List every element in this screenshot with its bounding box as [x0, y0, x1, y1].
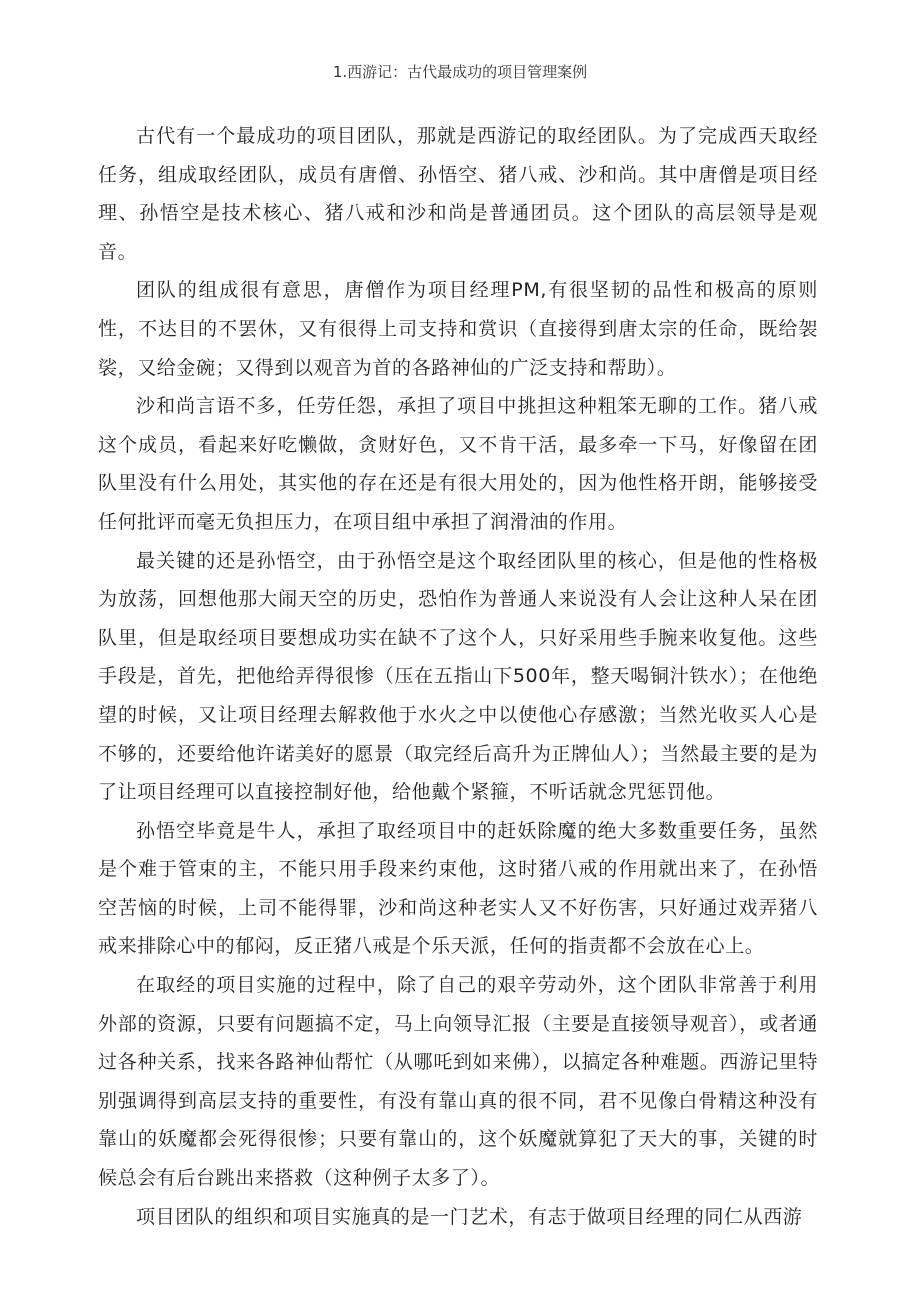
paragraph-3: 沙和尚言语不多，任劳任怨，承担了项目中挑担这种粗笨无聊的工作。猪八戒这个成员，看起来好吃懒做，贪财好色，又不肯干活，最多牵一下马，好像留在团队里没有什么用处，其实他的存在还是有很大用处的，因为他性格开朗，能够接受任何批评而毫无负担压力，在项目组中承担了润滑油的作用。: [98, 395, 818, 533]
document-body: [98, 117, 818, 1236]
paragraph-7: 项目团队的组织和项目实施真的是一门艺术，有志于做项目经理的同仁从西游: [136, 1205, 803, 1228]
paragraph-4: 最关键的还是孙悟空，由于孙悟空是这个取经团队里的核心，但是他的性格极为放荡，回想他那大闹天空的历史，恐怕作为普通人来说没有人会让这种人呆在团队里，但是取经项目要想成功实在缺不了这个人，只好采用些手腕来收复他。这些手段是，首先，把他给弄得很惨（压在五指山下500年，整天喝铜汁铁水）；在他绝望的时候，又让项目经理去解救他于水火之中以使他心存感激；当然光收买人心是不够的，还要给他许诺美好的愿景（取完经后高升为正牌仙人）；当然最主要的是为了让项目经理可以直接控制好他，给他戴个紧箍，不听话就念咒惩罚他。: [98, 549, 818, 804]
paragraph-6: 在取经的项目实施的过程中，除了自己的艰辛劳动外，这个团队非常善于利用外部的资源，只要有问题搞不定，马上向领导汇报（主要是直接领导观音），或者通过各种关系，找来各路神仙帮忙（从哪吒到如来佛），以搞定各种难题。西游记里特别强调得到高层支持的重要性，有没有靠山真的很不同，君不见像白骨精这种没有靠山的妖魔都会死得很惨；只要有靠山的，这个妖魔就算犯了天大的事，关键的时候总会有后台跳出来搭救（这种例子太多了）。: [98, 974, 818, 1190]
paragraph-1: 古代有一个最成功的项目团队，那就是西游记的取经团队。为了完成西天取经任务，组成取经团队，成员有唐僧、孙悟空、猪八戒、沙和尚。其中唐僧是项目经理、孙悟空是技术核心、猪八戒和沙和尚是普通团员。这个团队的高层领导是观音。: [98, 125, 818, 263]
document-title: 1.西游记：古代最成功的项目管理案例: [332, 63, 588, 81]
paragraph-5: 孙悟空毕竟是牛人，承担了取经项目中的赶妖除魔的绝大多数重要任务，虽然是个难于管束的主，不能只用手段来约束他，这时猪八戒的作用就出来了，在孙悟空苦恼的时候，上司不能得罪，沙和尚这种老实人又不好伤害，只好通过戏弄猪八戒来排除心中的郁闷，反正猪八戒是个乐天派，任何的指责都不会放在心上。: [98, 819, 818, 958]
paragraph-2: 团队的组成很有意思，唐僧作为项目经理PM,有很坚韧的品性和极高的原则性，不达目的不罢休，又有很得上司支持和赏识（直接得到唐太宗的任命，既给袈裟，又给金碗；又得到以观音为首的各路神仙的广泛支持和帮助）。: [98, 279, 818, 379]
